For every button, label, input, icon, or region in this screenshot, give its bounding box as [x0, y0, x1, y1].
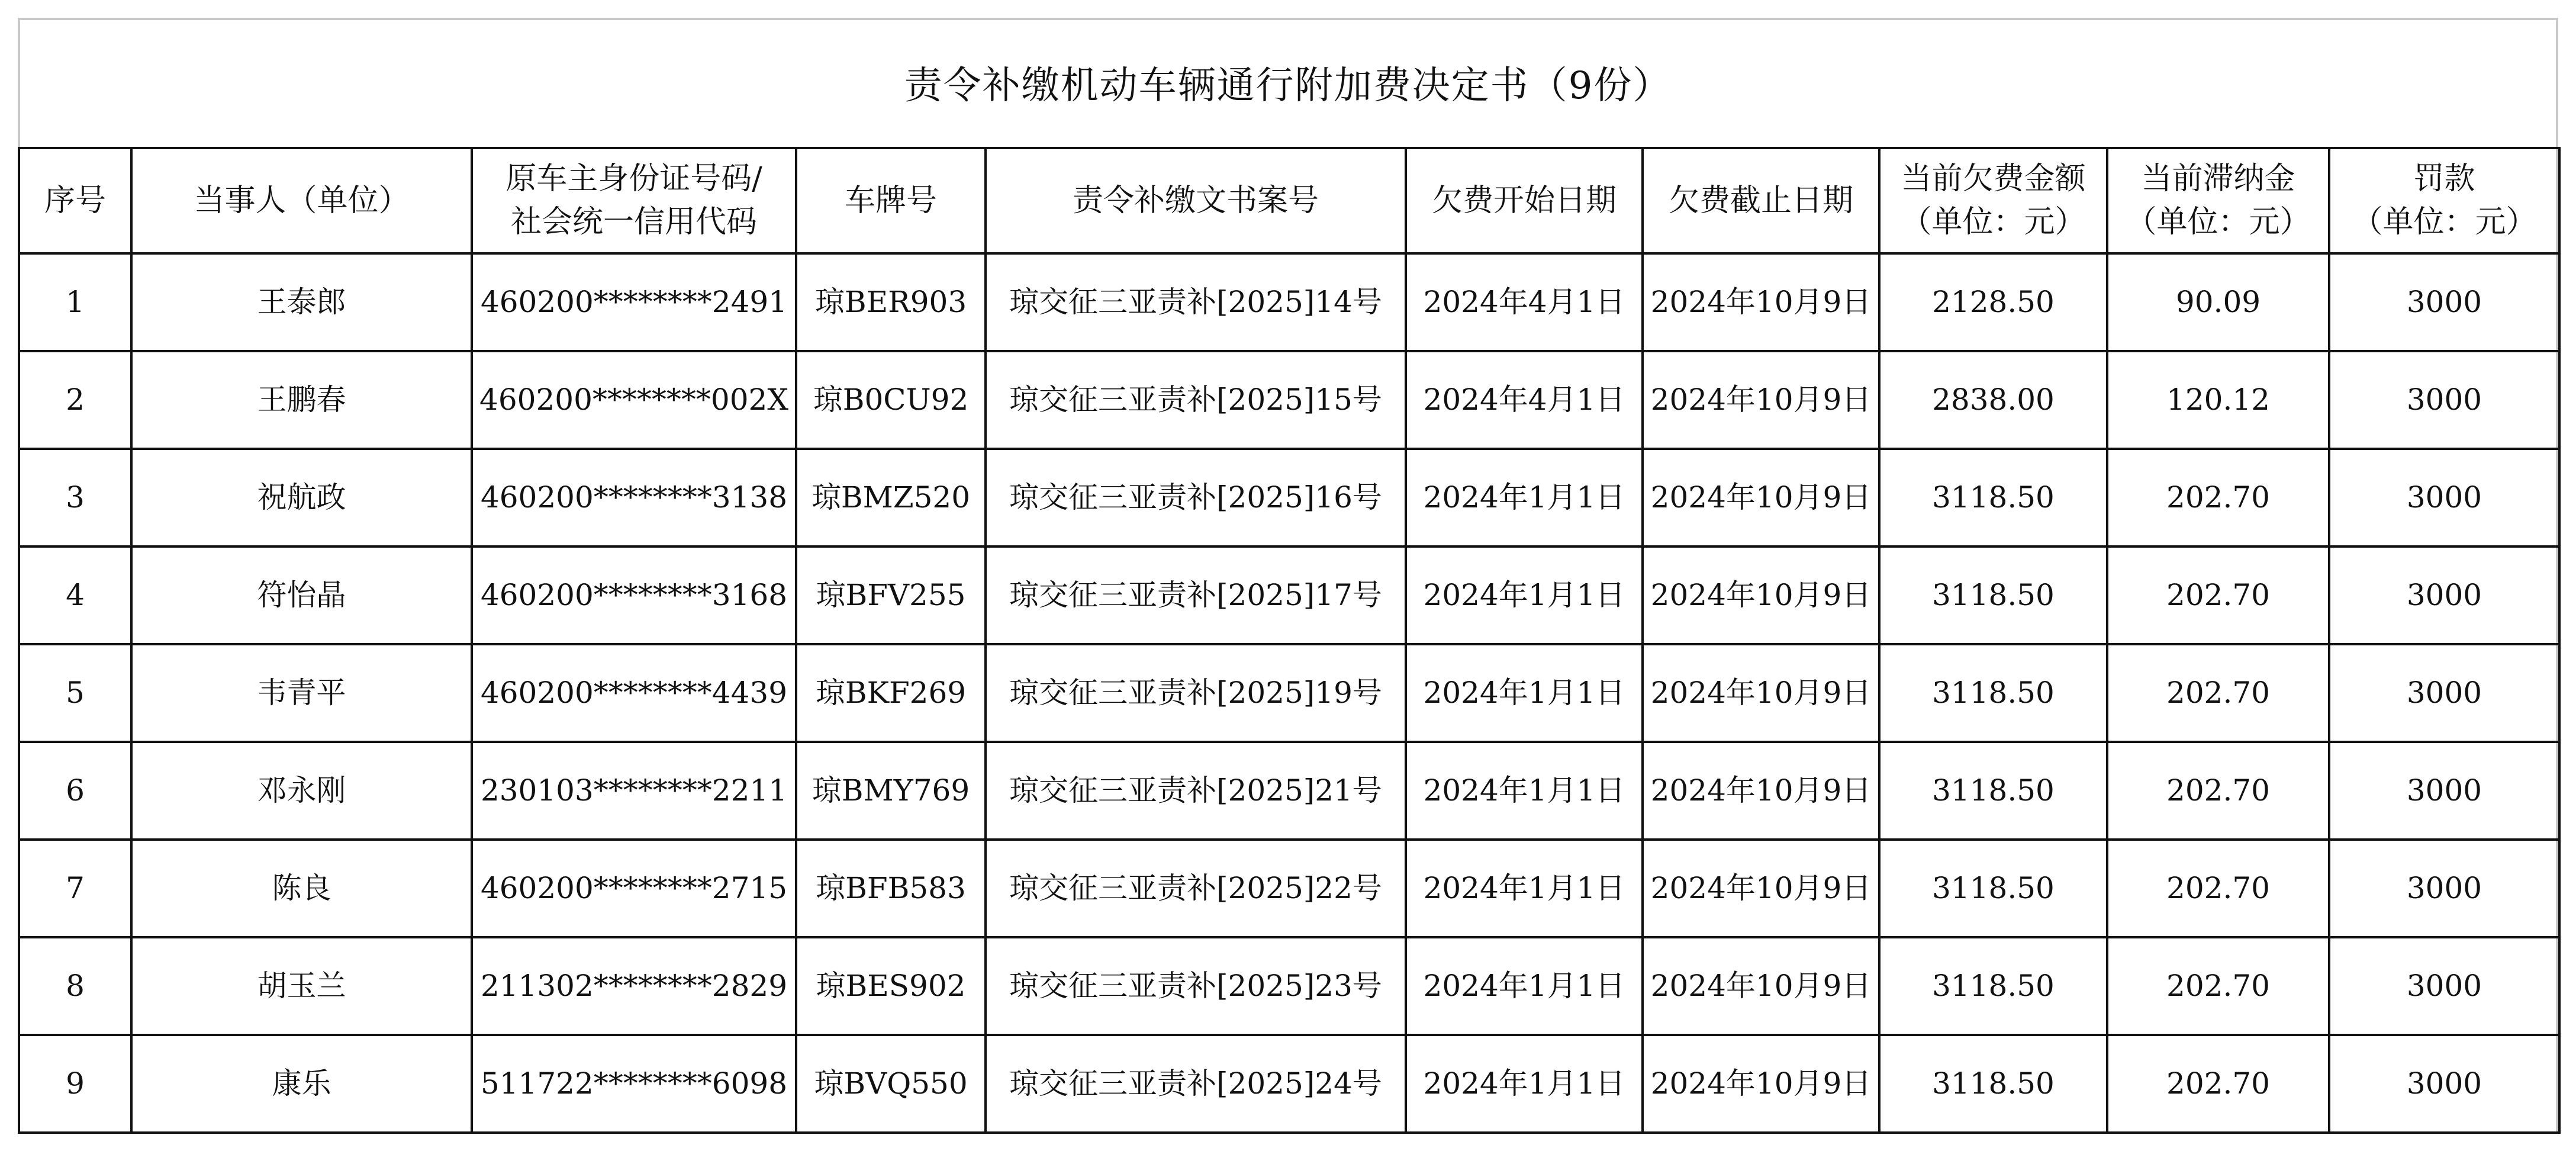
cell-id: 460200********3138	[472, 449, 796, 546]
cell-seq: 2	[19, 351, 131, 449]
cell-arrears: 3118.50	[1879, 546, 2107, 644]
header-arrears-line1: 当前欠费金额	[1901, 161, 2086, 197]
cell-late-fee: 202.70	[2107, 546, 2329, 644]
cell-id: 460200********2715	[472, 840, 796, 937]
cell-late-fee: 120.12	[2107, 351, 2329, 449]
cell-case-no: 琼交征三亚责补[2025]16号	[986, 449, 1406, 546]
cell-case-no: 琼交征三亚责补[2025]23号	[986, 937, 1406, 1035]
header-late-fee	[2107, 148, 2329, 253]
header-fine	[2329, 148, 2559, 253]
cell-party: 祝航政	[131, 449, 472, 546]
cell-end-date: 2024年10月9日	[1643, 1035, 1879, 1133]
header-plate: 车牌号	[796, 148, 986, 253]
header-late-fee-line2: （单位：元）	[2126, 204, 2311, 240]
cell-fine: 3000	[2329, 742, 2559, 840]
cell-plate: 琼BMY769	[796, 742, 986, 840]
cell-end-date: 2024年10月9日	[1643, 253, 1879, 351]
table-row	[19, 644, 2559, 742]
cell-arrears: 3118.50	[1879, 742, 2107, 840]
cell-party: 康乐	[131, 1035, 472, 1133]
cell-id: 211302********2829	[472, 937, 796, 1035]
cell-plate: 琼BMZ520	[796, 449, 986, 546]
table-row	[19, 449, 2559, 546]
cell-fine: 3000	[2329, 449, 2559, 546]
document-title: 责令补缴机动车辆通行附加费决定书（9份）	[904, 64, 1672, 108]
cell-id: 460200********4439	[472, 644, 796, 742]
cell-party: 王泰郎	[131, 253, 472, 351]
header-arrears	[1879, 148, 2107, 253]
cell-late-fee: 202.70	[2107, 937, 2329, 1035]
table-body	[19, 253, 2559, 1133]
cell-fine: 3000	[2329, 351, 2559, 449]
cell-start-date: 2024年1月1日	[1406, 742, 1643, 840]
cell-fine: 3000	[2329, 546, 2559, 644]
cell-late-fee: 202.70	[2107, 742, 2329, 840]
cell-party: 韦青平	[131, 644, 472, 742]
cell-fine: 3000	[2329, 253, 2559, 351]
header-id-line2: 社会统一信用代码	[510, 204, 757, 240]
cell-arrears: 3118.50	[1879, 644, 2107, 742]
cell-late-fee: 202.70	[2107, 1035, 2329, 1133]
cell-start-date: 2024年1月1日	[1406, 840, 1643, 937]
cell-party: 符怡晶	[131, 546, 472, 644]
cell-start-date: 2024年1月1日	[1406, 937, 1643, 1035]
cell-late-fee: 202.70	[2107, 644, 2329, 742]
cell-id: 460200********002X	[472, 351, 796, 449]
cell-id: 460200********3168	[472, 546, 796, 644]
cell-seq: 1	[19, 253, 131, 351]
cell-seq: 4	[19, 546, 131, 644]
table-header	[19, 148, 2559, 253]
cell-fine: 3000	[2329, 840, 2559, 937]
cell-case-no: 琼交征三亚责补[2025]21号	[986, 742, 1406, 840]
header-fine-line2: （单位：元）	[2352, 204, 2537, 240]
cell-arrears: 2838.00	[1879, 351, 2107, 449]
cell-case-no: 琼交征三亚责补[2025]19号	[986, 644, 1406, 742]
table-row	[19, 546, 2559, 644]
cell-plate: 琼BKF269	[796, 644, 986, 742]
cell-fine: 3000	[2329, 937, 2559, 1035]
cell-start-date: 2024年1月1日	[1406, 644, 1643, 742]
header-fine-line1: 罚款	[2413, 161, 2475, 197]
cell-start-date: 2024年1月1日	[1406, 449, 1643, 546]
cell-party: 胡玉兰	[131, 937, 472, 1035]
cell-party: 邓永刚	[131, 742, 472, 840]
cell-end-date: 2024年10月9日	[1643, 546, 1879, 644]
cell-late-fee: 202.70	[2107, 840, 2329, 937]
cell-id: 230103********2211	[472, 742, 796, 840]
cell-end-date: 2024年10月9日	[1643, 351, 1879, 449]
cell-id: 460200********2491	[472, 253, 796, 351]
cell-seq: 7	[19, 840, 131, 937]
header-end-date: 欠费截止日期	[1643, 148, 1879, 253]
cell-id: 511722********6098	[472, 1035, 796, 1133]
table-row	[19, 253, 2559, 351]
cell-case-no: 琼交征三亚责补[2025]15号	[986, 351, 1406, 449]
header-id	[472, 148, 796, 253]
cell-plate: 琼BVQ550	[796, 1035, 986, 1133]
cell-seq: 3	[19, 449, 131, 546]
cell-plate: 琼BER903	[796, 253, 986, 351]
table-row	[19, 937, 2559, 1035]
cell-plate: 琼B0CU92	[796, 351, 986, 449]
table-row	[19, 351, 2559, 449]
cell-start-date: 2024年4月1日	[1406, 253, 1643, 351]
cell-late-fee: 90.09	[2107, 253, 2329, 351]
cell-end-date: 2024年10月9日	[1643, 742, 1879, 840]
cell-end-date: 2024年10月9日	[1643, 840, 1879, 937]
cell-start-date: 2024年1月1日	[1406, 1035, 1643, 1133]
header-id-line1: 原车主身份证号码/	[505, 161, 762, 197]
table-row	[19, 1035, 2559, 1133]
cell-case-no: 琼交征三亚责补[2025]17号	[986, 546, 1406, 644]
cell-end-date: 2024年10月9日	[1643, 644, 1879, 742]
cell-fine: 3000	[2329, 1035, 2559, 1133]
cell-case-no: 琼交征三亚责补[2025]24号	[986, 1035, 1406, 1133]
cell-arrears: 2128.50	[1879, 253, 2107, 351]
cell-seq: 6	[19, 742, 131, 840]
cell-late-fee: 202.70	[2107, 449, 2329, 546]
header-arrears-line2: （单位：元）	[1901, 204, 2086, 240]
cell-party: 王鹏春	[131, 351, 472, 449]
cell-start-date: 2024年1月1日	[1406, 546, 1643, 644]
header-start-date: 欠费开始日期	[1406, 148, 1643, 253]
cell-plate: 琼BFB583	[796, 840, 986, 937]
table-row	[19, 742, 2559, 840]
cell-plate: 琼BES902	[796, 937, 986, 1035]
header-late-fee-line1: 当前滞纳金	[2141, 161, 2295, 197]
cell-plate: 琼BFV255	[796, 546, 986, 644]
cell-end-date: 2024年10月9日	[1643, 937, 1879, 1035]
header-case-no: 责令补缴文书案号	[986, 148, 1406, 253]
cell-case-no: 琼交征三亚责补[2025]22号	[986, 840, 1406, 937]
cell-seq: 5	[19, 644, 131, 742]
cell-fine: 3000	[2329, 644, 2559, 742]
cell-arrears: 3118.50	[1879, 840, 2107, 937]
cell-start-date: 2024年4月1日	[1406, 351, 1643, 449]
header-party: 当事人（单位）	[131, 148, 472, 253]
cell-party: 陈良	[131, 840, 472, 937]
header-seq: 序号	[19, 148, 131, 253]
cell-seq: 8	[19, 937, 131, 1035]
cell-arrears: 3118.50	[1879, 1035, 2107, 1133]
cell-case-no: 琼交征三亚责补[2025]14号	[986, 253, 1406, 351]
cell-end-date: 2024年10月9日	[1643, 449, 1879, 546]
cell-arrears: 3118.50	[1879, 449, 2107, 546]
table-row	[19, 840, 2559, 937]
header-row	[19, 148, 2559, 253]
cell-arrears: 3118.50	[1879, 937, 2107, 1035]
records-table	[18, 147, 2561, 1134]
cell-seq: 9	[19, 1035, 131, 1133]
